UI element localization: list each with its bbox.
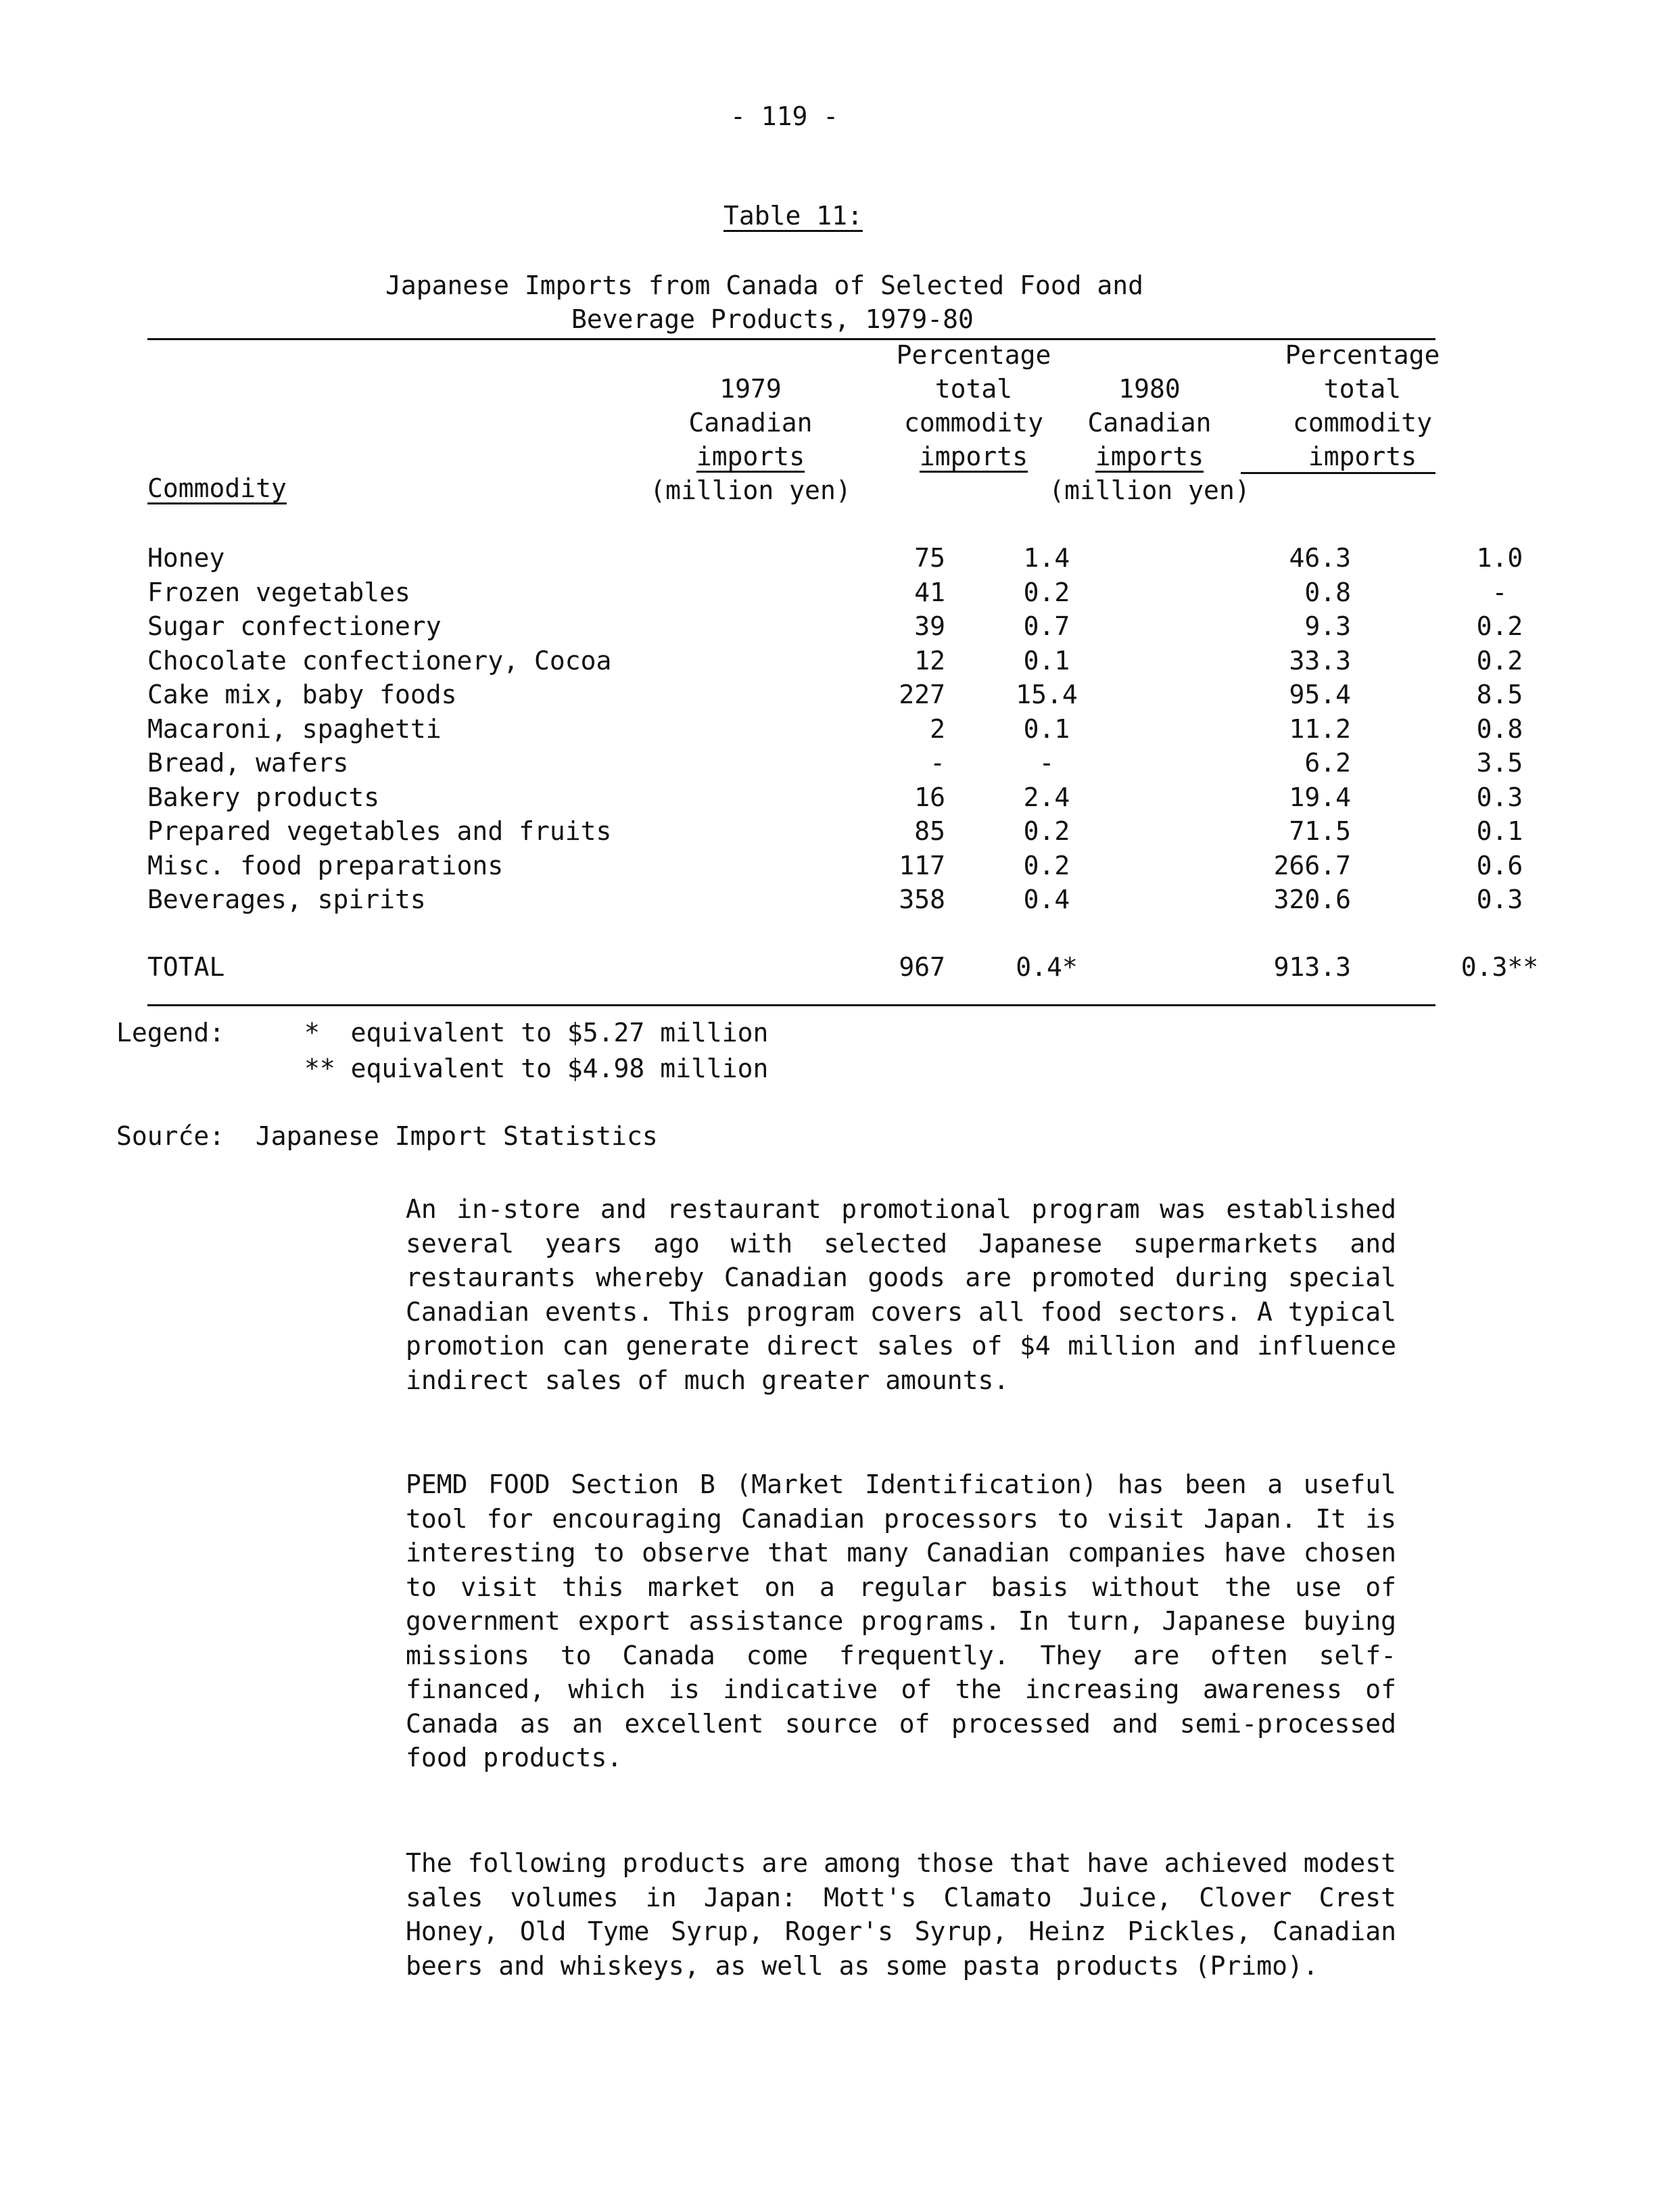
percent-1980-value: 0.3 bbox=[1476, 885, 1523, 914]
table-row bbox=[147, 746, 1648, 780]
imports-1979-value: 12 bbox=[914, 645, 945, 676]
percent-1979-value: 0.2 bbox=[1023, 577, 1070, 607]
percent-1980-value: 3.5 bbox=[1476, 748, 1523, 778]
percent-1979-value: 0.1 bbox=[1023, 713, 1070, 744]
header-line: imports bbox=[919, 442, 1028, 471]
percent-1979-value: 15.4 bbox=[1016, 680, 1078, 709]
percent-1979-value: 0.2 bbox=[1023, 850, 1070, 880]
percent-1980-value: 8.5 bbox=[1476, 680, 1523, 709]
header-unit: (million yen) bbox=[650, 475, 851, 505]
percent-1979-value: 0.4 bbox=[1023, 885, 1070, 914]
imports-1980-value: 6.2 bbox=[1304, 748, 1351, 778]
header-line: commodity bbox=[904, 408, 1043, 438]
imports-1979-value: 85 bbox=[914, 816, 945, 846]
imports-1980-value: 0.8 bbox=[1304, 577, 1351, 607]
commodity-name: Bread, wafers bbox=[147, 748, 349, 778]
commodity-name: Honey bbox=[147, 543, 225, 573]
percent-1979-value: 2.4 bbox=[1023, 782, 1070, 812]
imports-1979-value: 117 bbox=[899, 850, 945, 880]
header-line: commodity bbox=[1293, 408, 1432, 438]
imports-1979-value: 16 bbox=[914, 782, 945, 812]
header-unit: (million yen) bbox=[1049, 475, 1250, 505]
header-line: imports bbox=[1308, 442, 1417, 471]
header-line: total bbox=[1323, 374, 1402, 404]
header-line: Canadian bbox=[688, 408, 813, 438]
total-1980-value: 913.3 bbox=[1273, 952, 1351, 982]
paragraph: An in-store and restaurant promotional program was established several years ago with selected Japanese supermarkets and restaurants whereby Canadian goods are promoted during special Canadian events. This program covers all food sectors. A typical promotion can generate direct sales of $4 million and influence indirect sales of much greater amounts. bbox=[406, 1194, 1396, 1395]
header-line: imports bbox=[696, 442, 805, 471]
header-1979-percentage bbox=[886, 338, 1062, 473]
commodity-name: Bakery products bbox=[147, 782, 380, 812]
percent-1980-value: 0.2 bbox=[1476, 645, 1523, 676]
imports-1980-value: 33.3 bbox=[1289, 645, 1351, 676]
table-row bbox=[147, 814, 1648, 849]
imports-1979-value: - bbox=[930, 748, 945, 778]
percent-1980-value: 0.2 bbox=[1476, 611, 1523, 641]
table-row bbox=[147, 780, 1648, 815]
percent-1980-value: 0.6 bbox=[1476, 850, 1523, 880]
imports-1980-value: 266.7 bbox=[1273, 850, 1351, 880]
percent-1979-value: - bbox=[1039, 748, 1055, 778]
header-line: Percentage bbox=[896, 340, 1051, 370]
paragraph: PEMD FOOD Section B (Market Identification) has been a useful tool for encouraging Canadian processors to visit Japan. It is interesting to observe that many Canadian companies have chosen to visit this market on a regular basis without the use of government export assistance programs. In turn, Japanese buying missions to Canada come frequently. They are often self-financed, which is indicative of the increasing awareness of Canada as an excellent source of processed and semi-processed food products. bbox=[406, 1469, 1396, 1772]
percent-1979-value: 0.2 bbox=[1023, 816, 1070, 846]
commodity-name: Chocolate confectionery, Cocoa bbox=[147, 645, 612, 676]
table-row bbox=[147, 883, 1648, 917]
table-row bbox=[147, 849, 1648, 883]
header-mid-rule bbox=[1241, 472, 1435, 474]
imports-1980-value: 9.3 bbox=[1304, 611, 1351, 641]
total-row-table bbox=[147, 950, 1648, 985]
percent-1980-value: 0.3 bbox=[1476, 782, 1523, 812]
commodity-name: Macaroni, spaghetti bbox=[147, 713, 442, 744]
header-1980-imports bbox=[1048, 372, 1251, 507]
imports-1980-value: 46.3 bbox=[1289, 543, 1351, 573]
imports-1979-value: 358 bbox=[899, 885, 945, 914]
commodity-name: Beverages, spirits bbox=[147, 885, 426, 914]
header-line: Canadian bbox=[1087, 408, 1212, 438]
header-line: imports bbox=[1095, 442, 1204, 471]
commodity-name: Misc. food preparations bbox=[147, 850, 504, 880]
imports-1979-value: 39 bbox=[914, 611, 945, 641]
total-label: TOTAL bbox=[147, 952, 225, 982]
table-row bbox=[147, 609, 1648, 644]
imports-1979-value: 227 bbox=[899, 680, 945, 709]
page-number: - 119 - bbox=[730, 101, 839, 131]
table-row bbox=[147, 575, 1648, 610]
total-1979-percent: 0.4* bbox=[1016, 952, 1078, 982]
imports-table bbox=[147, 541, 1648, 917]
table-bottom-rule bbox=[147, 1004, 1435, 1006]
legend-line-1: * equivalent to $5.27 million bbox=[304, 1018, 769, 1048]
header-line: 1980 bbox=[1118, 374, 1181, 404]
imports-1979-value: 2 bbox=[930, 713, 945, 744]
table-caption-line2: Beverage Products, 1979-80 bbox=[571, 304, 974, 334]
percent-1980-value: - bbox=[1492, 577, 1508, 607]
commodity-name: Cake mix, baby foods bbox=[147, 680, 457, 709]
imports-1980-value: 320.6 bbox=[1273, 885, 1351, 914]
header-commodity: Commodity bbox=[147, 473, 287, 503]
header-line: 1979 bbox=[719, 374, 782, 404]
legend-line-2: ** equivalent to $4.98 million bbox=[304, 1054, 769, 1083]
header-1979-imports bbox=[639, 372, 862, 507]
header-1980-percentage bbox=[1275, 338, 1450, 473]
header-line: Percentage bbox=[1285, 340, 1440, 370]
imports-1980-value: 71.5 bbox=[1289, 816, 1351, 846]
table-row bbox=[147, 712, 1648, 747]
total-row bbox=[147, 950, 1648, 985]
table-caption-line1: Japanese Imports from Canada of Selected Food and bbox=[385, 270, 1144, 300]
legend-label: Legend: bbox=[116, 1018, 225, 1048]
percent-1980-value: 0.1 bbox=[1476, 816, 1523, 846]
percent-1980-value: 1.0 bbox=[1476, 543, 1523, 573]
imports-1980-value: 11.2 bbox=[1289, 713, 1351, 744]
table-row bbox=[147, 678, 1648, 712]
commodity-name: Sugar confectionery bbox=[147, 611, 442, 641]
imports-1980-value: 95.4 bbox=[1289, 680, 1351, 709]
total-1979-value: 967 bbox=[899, 952, 945, 982]
percent-1980-value: 0.8 bbox=[1476, 713, 1523, 744]
table-top-rule bbox=[147, 338, 1435, 340]
table-title: Table 11: bbox=[723, 201, 863, 231]
header-line: total bbox=[934, 374, 1013, 404]
percent-1979-value: 0.7 bbox=[1023, 611, 1070, 641]
commodity-name: Frozen vegetables bbox=[147, 577, 410, 607]
source-line: Sourće: Japanese Import Statistics bbox=[116, 1121, 658, 1151]
paragraph: The following products are among those that have achieved modest sales volumes in Japan: Mott's Clamato Juice, Clover Crest Honey, Old Tyme Syrup, Roger's Syrup, Heinz Pickles, Canadian beers and whiskeys, as well as some pasta products (Primo). bbox=[406, 1848, 1396, 1981]
total-1980-percent: 0.3** bbox=[1461, 952, 1539, 982]
table-row bbox=[147, 541, 1648, 575]
percent-1979-value: 0.1 bbox=[1023, 645, 1070, 676]
imports-1980-value: 19.4 bbox=[1289, 782, 1351, 812]
percent-1979-value: 1.4 bbox=[1023, 543, 1070, 573]
table-row bbox=[147, 644, 1648, 678]
imports-1979-value: 41 bbox=[914, 577, 945, 607]
commodity-name: Prepared vegetables and fruits bbox=[147, 816, 612, 846]
imports-1979-value: 75 bbox=[914, 543, 945, 573]
